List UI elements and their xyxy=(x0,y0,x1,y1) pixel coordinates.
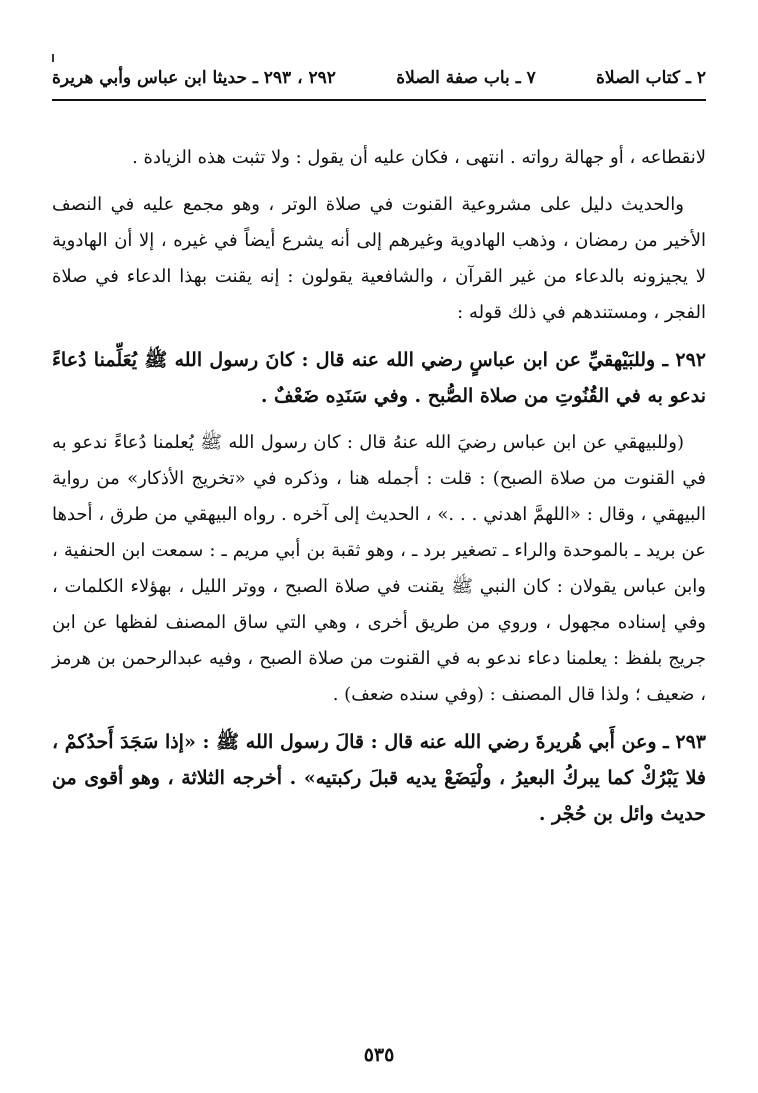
main-text xyxy=(52,140,706,843)
paragraph-commentary-qunut: والحديث دليل على مشروعية القنوت في صلاة الوتر ، وهو مجمع عليه في النصف الأخير من رمضان ، وذهب الهادوية وغيرهم إلى أنه يشرع أيضاً في غيره ، إلا أن الهادوية لا يجيزونه بالدعاء من غير القرآن ، والشافعية يقولون : إنه يقنت بهذا الدعاء في صلاة الفجر ، ومستندهم في ذلك قوله : xyxy=(52,194,706,323)
hadith-292: ٢٩٢ ـ وللبَيْهقيِّ عن ابن عباسٍ رضي الله عنه قال : كانَ رسول الله ﷺ يُعَلِّمنا دُعاءً ندعو به في القُنُوتِ من صلاة الصُّبح . وفي سَنَدِه ضَعْفٌ . xyxy=(52,349,706,407)
header-chapter-title: ٧ ـ باب صفة الصلاة xyxy=(396,68,536,88)
header-hadith-title: ٢٩٢ ، ٢٩٣ ـ حديثا ابن عباس وأبي هريرة xyxy=(52,68,336,88)
page-number: ٥٣٥ xyxy=(363,1044,395,1066)
paragraph-commentary-292: (وللبيهقي عن ابن عباس رضيَ الله عنهُ قال : كان رسول الله ﷺ يُعلمنا دُعاءً ندعو به في القنوت من صلاة الصبح) : قلت : أجمله هنا ، وذكره في «تخريج الأذكار» من رواية البيهقي ، وقال : «اللهمَّ اهدني . . .» ، الحديث إلى آخره . رواه البيهقي من طرق ، أحدها عن بريد ـ بالموحدة والراء ـ تصغير برد ـ ، وهو ثقبة بن أبي مريم ـ : سمعت ابن الحنفية ، وابن عباس يقولان : كان النبي ﷺ يقنت في صلاة الصبح ، ووتر الليل ، بهؤلاء الكلمات ، وفي إسناده مجهول ، وروي من طريق أخرى ، وهي التي ساق المصنف لفظها عن ابن جريج بلفظ : يعلمنا دعاء ندعو به في القنوت من صلاة الصبح ، وفيه عبدالرحمن بن هرمز ، ضعيف ؛ ولذا قال المصنف : (وفي سنده ضعف) . xyxy=(52,432,706,705)
hadith-293: ٢٩٣ ـ وعن أَبي هُريرةَ رضي الله عنه قال : قالَ رسول الله ﷺ : «إذا سَجَدَ أَحدُكمْ ، فلا يَبْرُكْ كما يبركُ البعيرُ ، ولْيَضَعْ يديه قبلَ ركبتيه» . أخرجه الثلاثة ، وهو أقوى من حديث وائل بن حُجْر . xyxy=(52,731,706,825)
running-header xyxy=(52,58,706,98)
paragraph-intro: لانقطاعه ، أو جهالة رواته . انتهى ، فكان عليه أن يقول : ولا تثبت هذه الزيادة . xyxy=(132,147,706,168)
header-divider xyxy=(52,99,706,101)
header-book-title: ٢ ـ كتاب الصلاة xyxy=(596,68,706,88)
